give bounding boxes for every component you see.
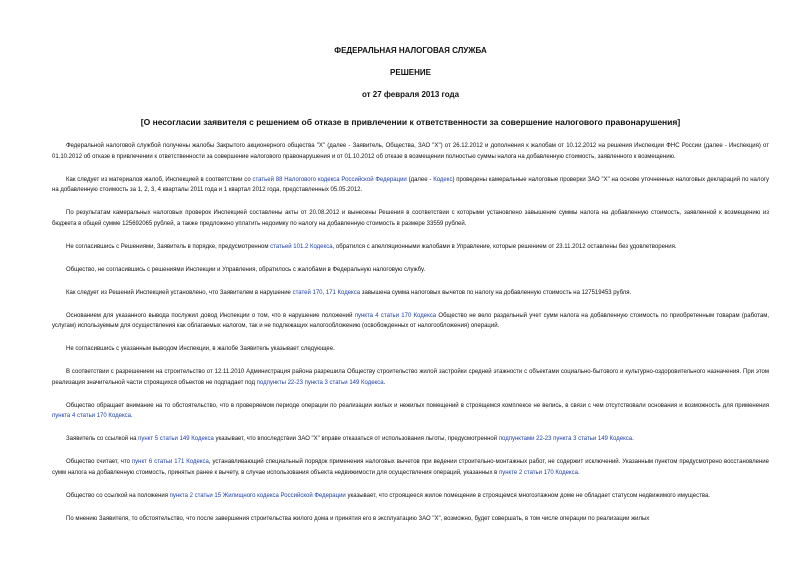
paragraph-text: Общество обращает внимание на то обстоятельство, что в проверяемом периоде операции по реализации жилых и нежилых помещений в строящемся комплексе не велись, в связи с чем отсутствовали основания и возможность для применения: [66, 402, 769, 409]
document-link[interactable]: статьей 101.2 Кодекса: [270, 243, 333, 250]
paragraph: [52, 311, 769, 332]
paragraph-text: Федеральной налоговой службой получены жалобы Закрытого акционерного общества "Х" (далее - Заявитель, Общества, ЗАО "Х") от 26.12.2012 и дополнения к жалобам от 10.12.2012 на решения Инспекции ФНС России (далее - Инспекция) от 01.10.2012 об отказе в привлечении к ответственности за совершение налогового правонарушения и от 01.10.2012 об отказе в возмещении полностью суммы налога на добавленную стоимость, заявленного к возмещению.: [52, 143, 769, 160]
paragraph-text: ,: [322, 289, 326, 296]
paragraph: [52, 208, 769, 229]
paragraph: [52, 288, 769, 299]
paragraph-text: , устанавливающий специальный порядок применения налоговых вычетов при ведении строительно-монтажных работ, не содержит исключений. Указанным пунктом предусмотрено восстановление сумм налога на добавленную стоимость, принятых ранее к вычету, в случае использования объекта недвижимости для осуществления операций, указанных в: [52, 459, 769, 476]
paragraph: [52, 457, 769, 478]
paragraph-text: , обратился с апелляционными жалобами в Управление, которые решением от 23.11.2012 оставлены без удовлетворения.: [332, 243, 677, 250]
paragraph-text: завышена сумма налоговых вычетов по налогу на добавленную стоимость на 127519453 рубля.: [360, 289, 632, 296]
paragraph-text: .: [577, 469, 580, 476]
paragraph-text: Не согласившись с Решениями, Заявитель в порядке, предусмотренном: [66, 243, 271, 250]
paragraph-text: указывает, что строящееся жилое помещение в строящемся многоэтажном доме не обладает статусом недвижимого имущества.: [345, 492, 710, 499]
doc-type-heading: РЕШЕНИЕ: [390, 68, 431, 77]
paragraph-text: Как следует из Решений Инспекцией установлено, что Заявителем в нарушение: [66, 289, 293, 296]
paragraph-text: ) проведены камеральные налоговые проверки ЗАО "Х" на основе уточненных налоговых деклараций по налогу на добавленную стоимость за 1, 2, 3, 4 кварталы 2011 года и 1 квартал 2012 года, представленных 05.05.2012.: [52, 176, 769, 193]
paragraph: [52, 367, 769, 388]
paragraph-text: .: [130, 413, 133, 419]
document-link[interactable]: пункта 4 статьи 170 Кодекса: [354, 312, 437, 319]
paragraph-text: В соответствии с разрешением на строительство от 12.11.2010 Администрация района разрешила Обществу строительство жилой застройки средней этажности с объектами социально-бытового и культурно-оздоровительного назначения. При этом реализация значительной части строящихся объектов не подпадает под: [52, 369, 769, 386]
paragraph-text: По мнению Заявителя, то обстоятельство, что после завершения строительства жилого дома и принятия его в эксплуатацию ЗАО "Х", возможно, будет совершать, в том числе операции по реализации жилых: [66, 515, 650, 522]
document-link[interactable]: 171 Кодекса: [325, 289, 361, 296]
document-link[interactable]: подпункты 22-23 пункта 3 статьи 149 Кодекса: [256, 379, 384, 386]
paragraph-text: Общество не вело раздельный учет сумм налога на добавленную стоимость по приобретенным товарам (работам, услугам) используемым для осуществления как облагаемых налогом, так и не подлежащих налогообложению (освобожденных от налогообложения) операций.: [52, 312, 770, 329]
paragraph-text: По результатам камеральных налоговых проверок Инспекцией составлены акты от 20.08.2012 и вынесены Решения в соответствии с которыми установлено завышение суммы налога на добавленную стоимость, заявленной к возмещению из бюджета в общей сумме 125692065 рублей, а также предложено уплатить недоимку по налогу на добавленную стоимость в размере 33559 рублей.: [52, 210, 769, 227]
document-link[interactable]: пункт 6 статьи 171 Кодекса: [131, 459, 209, 465]
paragraph-text: Общество, не согласившись с решениями Инспекции и Управления, обратилось с жалобами в Федеральную налоговую службу.: [66, 266, 426, 273]
document-link[interactable]: пункта 2 статьи 15 Жилищного кодекса Российской Федерации: [169, 492, 346, 499]
paragraph: [52, 491, 769, 502]
paragraph-text: указывает, что впоследствии ЗАО "Х" вправе отказаться от использования льготы, предусмотренной: [213, 436, 499, 442]
paragraph-text: Общество считает, что: [66, 459, 132, 465]
paragraph: [52, 514, 769, 525]
document-link[interactable]: пункте 2 статьи 170 Кодекса: [498, 469, 578, 476]
paragraph-text: .: [383, 379, 386, 386]
document-link[interactable]: статьей 88 Налогового кодекса Российской Федерации: [252, 176, 407, 183]
document-link[interactable]: подпунктами 22-23 пункта 3 статьи 149 Кодекса: [498, 436, 633, 442]
paragraph: [52, 141, 769, 162]
paragraph-text: Как следует из материалов жалоб, Инспекцией в соответствии со: [66, 176, 253, 183]
document-body: [52, 141, 769, 524]
paragraph: [52, 344, 769, 355]
doc-title: [О несогласии заявителя с решением об отказе в привлечении к ответственности за совершение налогового правонарушения]: [140, 117, 681, 127]
document-link[interactable]: пункт 5 статьи 149 Кодекса: [138, 436, 214, 442]
paragraph: [52, 434, 769, 445]
paragraph: [52, 175, 769, 196]
paragraph-text: Основанием для указанного вывода послужил довод Инспекции о том, что в нарушение положений: [66, 312, 355, 319]
paragraph: [52, 401, 769, 422]
org-heading: ФЕДЕРАЛЬНАЯ НАЛОГОВАЯ СЛУЖБА: [334, 46, 487, 55]
paragraph-text: .: [632, 436, 634, 442]
paragraph-text: Не согласившись с указанным выводом Инспекции, в жалобе Заявитель указывает следующее.: [66, 346, 335, 352]
paragraph-text: Общество со ссылкой на положения: [66, 492, 170, 499]
doc-date: от 27 февраля 2013 года: [361, 90, 460, 99]
document-link[interactable]: статей 170: [292, 289, 323, 296]
paragraph-text: (далее -: [406, 176, 434, 183]
paragraph: [52, 265, 769, 276]
document-link[interactable]: пункта 4 статьи 170 Кодекса: [52, 413, 131, 419]
document-link[interactable]: Кодекс: [433, 176, 453, 183]
paragraph: [52, 242, 769, 253]
paragraph-text: Заявитель со ссылкой на: [66, 436, 139, 442]
